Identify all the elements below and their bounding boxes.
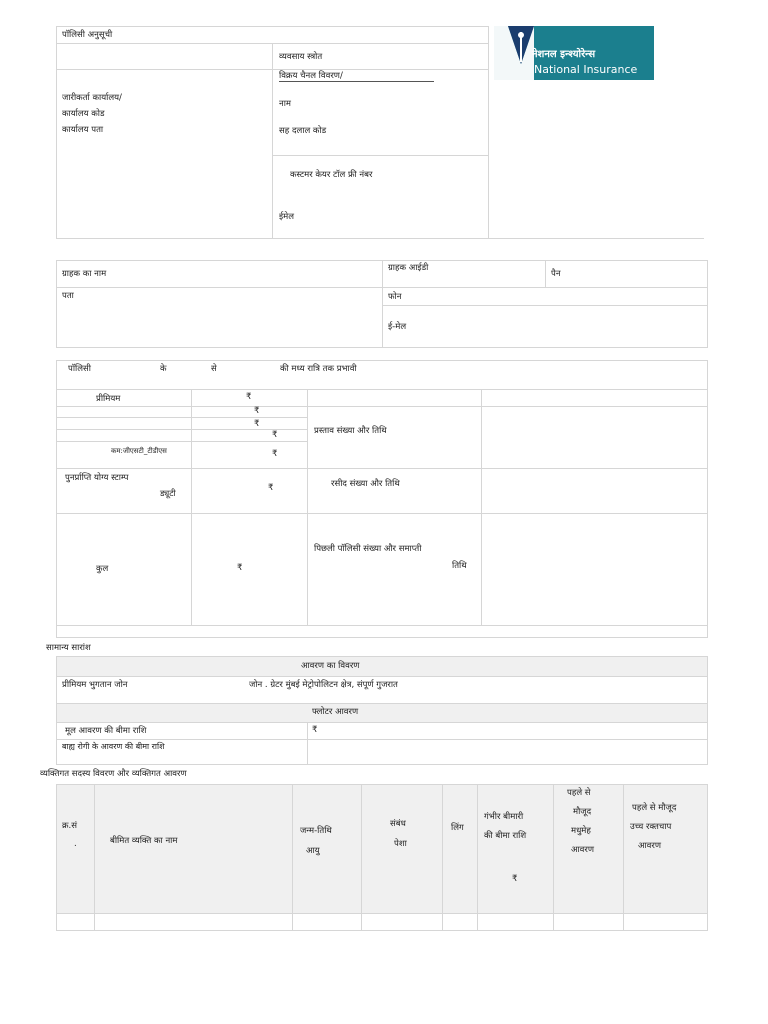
toll-free-label: कस्टमर केयर टॉल फ्री नंबर: [290, 170, 373, 180]
summary-title: सामान्य सारांश: [46, 643, 91, 653]
members-title: व्यक्तिगत सदस्य विवरण और व्यक्तिगत आवरण: [40, 769, 187, 779]
col-diabetes-label: पहले से: [567, 788, 591, 798]
col-gender-label: लिंग: [451, 823, 464, 833]
tax-rupee-3: ₹: [272, 430, 278, 440]
customer-name-label: ग्राहक का नाम: [62, 269, 107, 279]
col-diabetes-label-4: आवरण: [571, 845, 595, 855]
col-name-label: बीमित व्यक्ति का नाम: [110, 836, 178, 846]
office-code-label: कार्यालय कोड: [62, 109, 105, 119]
tax-rupee-2: ₹: [254, 419, 260, 429]
base-sum-label: मूल आवरण की बीमा राशि: [65, 726, 147, 736]
policy-period-label: पॉलिसी: [68, 364, 91, 374]
base-sum-value: ₹: [312, 725, 318, 735]
tax-rupee-1: ₹: [254, 406, 260, 416]
proposal-label: प्रस्ताव संख्या और तिथि: [314, 426, 387, 436]
premium-label: प्रीमियम: [96, 394, 121, 404]
policy-to-label: से: [211, 364, 217, 374]
email-label: ईमेल: [279, 212, 295, 222]
pan-label: पैन: [551, 269, 561, 279]
logo-hindi-text: नेशनल इन्श्योरेन्स: [532, 49, 596, 60]
col-diabetes-label-2: मौजूद: [573, 807, 592, 817]
policy-from-label: के: [160, 364, 167, 374]
co-broker-code-label: सह दलाल कोड: [279, 126, 327, 136]
receipt-label: रसीद संख्या और तिथि: [331, 479, 400, 489]
coverage-details-label: आवरण का विवरण: [301, 661, 360, 671]
policy-section: [56, 360, 708, 638]
col-bp-label-2: उच्च रक्तचाप: [630, 822, 672, 832]
customer-email-label: ई-मेल: [388, 322, 407, 332]
business-source-label: व्यवसाय स्त्रोत: [279, 52, 323, 62]
address-label: पता: [62, 291, 74, 301]
policy-schedule-label: पॉलिसी अनुसूची: [62, 30, 113, 40]
total-label: कुल: [96, 564, 109, 574]
premium-zone-label: प्रीमियम भुगतान जोन: [62, 680, 128, 690]
stamp-duty-label: पुनर्प्राप्ति योग्य स्टाम्प: [65, 473, 129, 483]
office-address-label: कार्यालय पता: [62, 125, 104, 135]
premium-rupee: ₹: [246, 392, 252, 402]
col-critical-illness-label: गंभीर बीमारी: [484, 812, 524, 822]
phone-label: फोन: [388, 292, 402, 302]
col-critical-illness-label-2: की बीमा राशि: [484, 831, 527, 841]
gst-label: कम:जीएसटी_टीडीएस: [111, 447, 167, 455]
col-bp-label: पहले से मौजूद: [632, 803, 677, 813]
opd-sum-label: बाह्य रोगी के आवरण की बीमा राशि: [62, 742, 165, 751]
logo-english-text: National Insurance: [534, 63, 638, 76]
col-age-label: आयु: [306, 846, 320, 856]
policy-midnight-label: की मध्य रात्रि तक प्रभावी: [280, 364, 357, 374]
col-diabetes-label-3: मधुमेह: [571, 826, 591, 836]
total-rupee: ₹: [237, 563, 243, 573]
customer-id-label: ग्राहक आईडी: [388, 263, 429, 273]
previous-policy-label-2: तिथि: [452, 561, 467, 571]
col-dob-label: जन्म-तिथि: [300, 826, 332, 836]
gst-rupee: ₹: [272, 449, 278, 459]
national-insurance-logo: [494, 26, 654, 80]
col-critical-illness-rupee: ₹: [512, 874, 518, 884]
floater-label: फ्लोटर आवरण: [312, 707, 359, 717]
stamp-duty-label-2: ड्यूटी: [160, 489, 176, 499]
sales-channel-label: विक्रय चैनल विवरण/: [279, 71, 343, 81]
previous-policy-label: पिछली पॉलिसी संख्या और समाप्ती: [314, 544, 422, 554]
col-relation-label: संबंध: [390, 819, 406, 829]
logo-emblem-icon: [494, 26, 534, 80]
name-label: नाम: [279, 99, 292, 109]
issuing-office-label: जारीकर्ता कार्यालय/: [62, 93, 122, 103]
stamp-duty-rupee: ₹: [268, 483, 274, 493]
col-sr-label: क्र.सं: [62, 821, 77, 831]
col-bp-label-3: आवरण: [638, 841, 662, 851]
col-occupation-label: पेशा: [394, 839, 407, 849]
zone-value: जोन . ग्रेटर मुंबई मेट्रोपोलिटन क्षेत्र, संपूर्ण गुजरात: [249, 680, 398, 690]
col-sr-label-2: .: [74, 839, 77, 849]
